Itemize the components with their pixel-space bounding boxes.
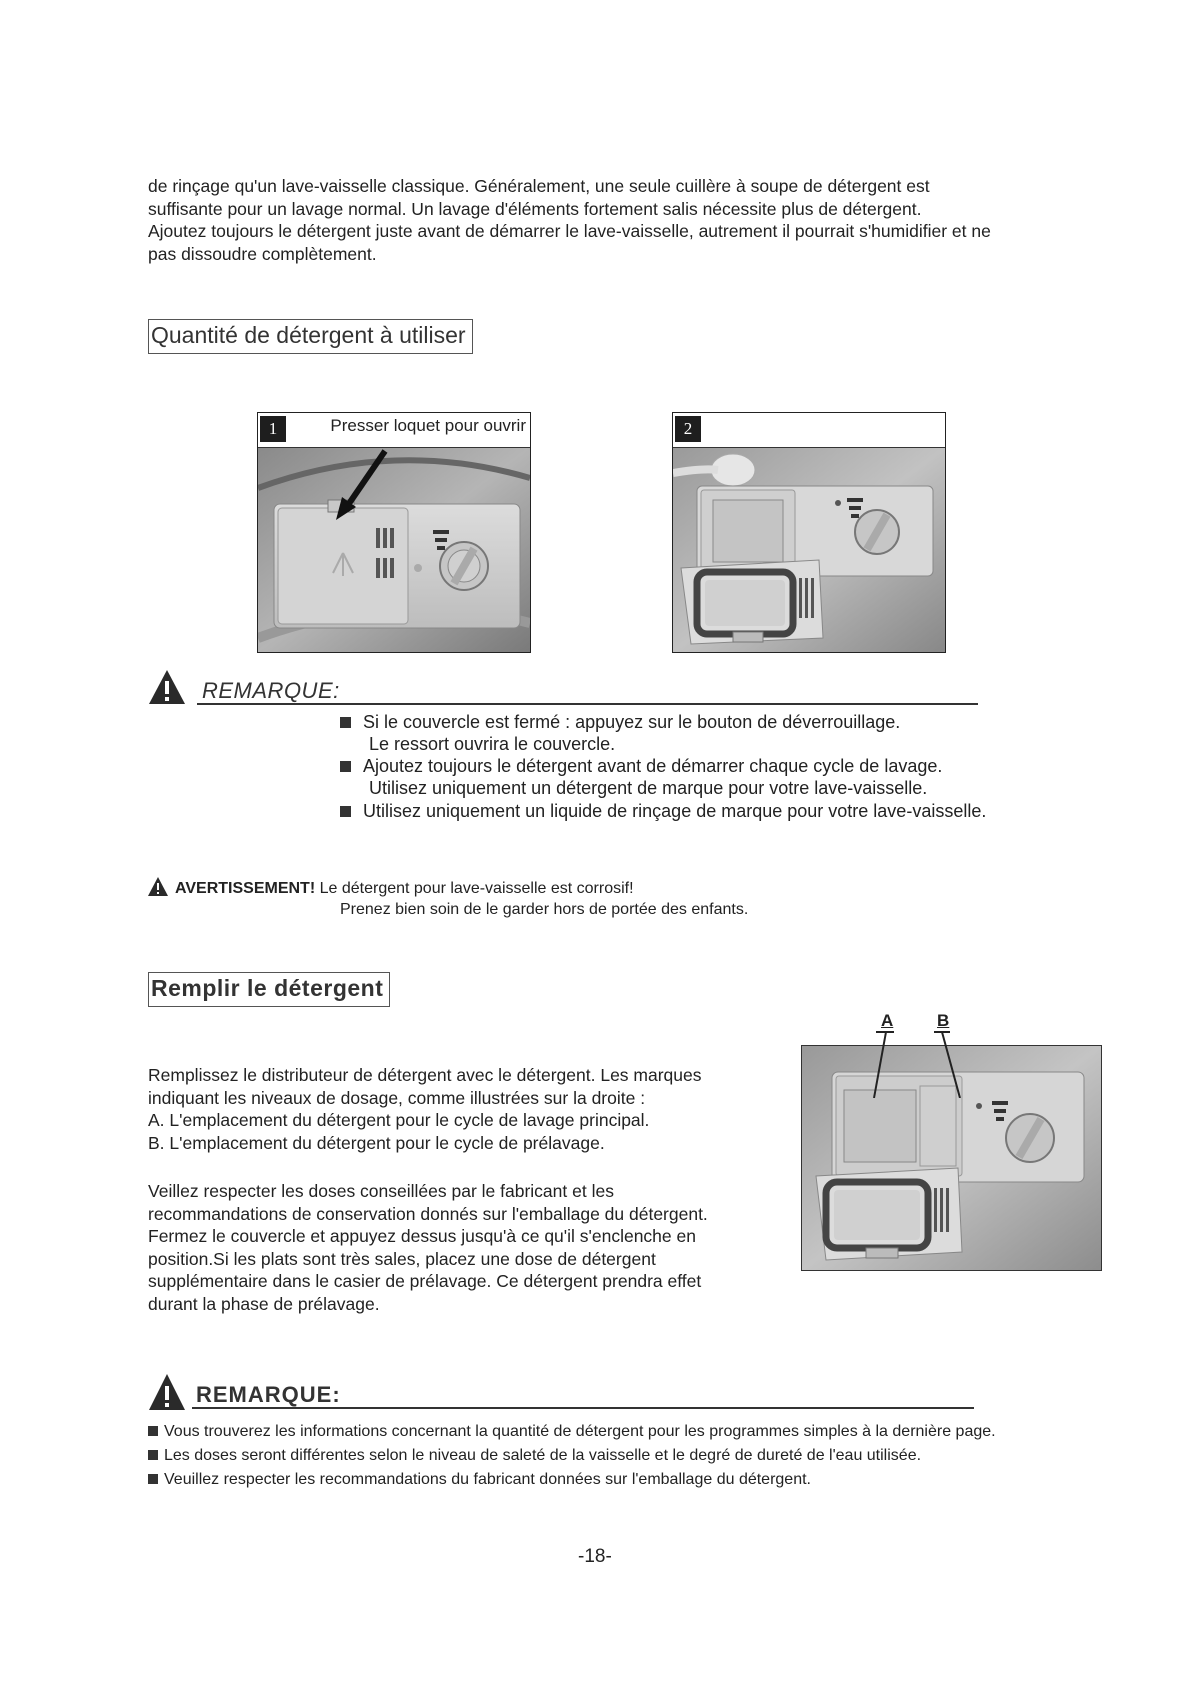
fill-line: B. L'emplacement du détergent pour le cycle de prélavage. — [148, 1132, 605, 1153]
remark-1-item-1-cont: Le ressort ouvrira le couvercle. — [369, 734, 616, 754]
figure-3-label-b: B — [937, 1011, 950, 1030]
fill-line: durant la phase de prélavage. — [148, 1293, 380, 1314]
warning-line-2: Prenez bien soin de le garder hors de portée des enfants. — [340, 901, 749, 918]
dispenser-open-illustration — [673, 448, 945, 652]
figure-2-number: 2 — [675, 416, 701, 442]
figure-3-label-a: A — [881, 1011, 894, 1030]
fill-line: position.Si les plats sont très sales, placez une dose de détergent — [148, 1248, 656, 1269]
remark-1-item-1 — [340, 711, 900, 733]
remark-1-rule — [197, 703, 978, 705]
remark-2-item-3 — [148, 1469, 811, 1490]
warning-line-1 — [175, 878, 634, 899]
fill-line: Veillez respecter les doses conseillées par le fabricant et les — [148, 1181, 614, 1201]
remark-2-item-3-text: Veuillez respecter les recommandations du fabricant données sur l'emballage du détergent. — [164, 1471, 811, 1488]
bullet-square-icon — [148, 1450, 158, 1460]
remark-2-item-1-text: Vous trouverez les informations concernant la quantité de détergent pour les programmes simples à la dernière page. — [164, 1423, 996, 1440]
fill-line: indiquant les niveaux de dosage, comme illustrées sur la droite : — [148, 1087, 646, 1108]
remark-1-title: REMARQUE: — [202, 678, 340, 703]
bullet-square-icon — [148, 1474, 158, 1484]
bullet-square-icon — [340, 806, 351, 817]
remark-1-item-2-cont: Utilisez uniquement un détergent de marque pour votre lave-vaisselle. — [369, 778, 928, 798]
remark-1-item-2-line1: Ajoutez toujours le détergent avant de démarrer chaque cycle de lavage. — [363, 756, 943, 776]
fill-paragraph-1 — [148, 1064, 702, 1154]
figure-2-photo — [673, 448, 945, 652]
section-heading-quantity: Quantité de détergent à utiliser — [148, 319, 473, 354]
remark-1-item-2 — [340, 755, 942, 777]
remark-2-item-2 — [148, 1445, 921, 1466]
section-heading-fill: Remplir le détergent — [148, 972, 390, 1007]
intro-line: de rinçage qu'un lave-vaisselle classique. Généralement, une seule cuillère à soupe de détergent est — [148, 176, 930, 196]
fill-line: Fermez le couvercle et appuyez dessus jusqu'à ce qu'il s'enclenche en — [148, 1226, 696, 1246]
bullet-square-icon — [340, 717, 351, 728]
fill-line: supplémentaire dans le casier de prélavage. Ce détergent prendra effet — [148, 1271, 702, 1291]
remark-2-item-1 — [148, 1421, 996, 1442]
intro-paragraph — [148, 175, 991, 265]
warning-triangle-icon — [148, 669, 186, 705]
fill-line: Remplissez le distributeur de détergent avec le détergent. Les marques — [148, 1065, 702, 1085]
fill-paragraph-2 — [148, 1180, 708, 1315]
figure-1-number: 1 — [260, 416, 286, 442]
warning-text-1: Le détergent pour lave-vaisselle est corrosif! — [319, 880, 634, 897]
bullet-square-icon — [340, 761, 351, 772]
figure-1-caption: Presser loquet pour ouvrir — [330, 416, 526, 435]
page-number: -18- — [578, 1546, 612, 1567]
latch-arrow-icon — [258, 413, 530, 617]
figure-2 — [672, 412, 946, 653]
remark-1-item-3-line1: Utilisez uniquement un liquide de rinçage de marque pour votre lave-vaisselle. — [363, 801, 987, 821]
bullet-square-icon — [148, 1426, 158, 1436]
warning-small-icon — [148, 877, 168, 896]
intro-line: Ajoutez toujours le détergent juste avant de démarrer le lave-vaisselle, autrement il pourrait s'humidifier et ne — [148, 221, 991, 241]
warning-label: AVERTISSEMENT! — [175, 880, 316, 897]
remark-2-rule — [192, 1407, 974, 1409]
fill-line: A. L'emplacement du détergent pour le cycle de lavage principal. — [148, 1110, 650, 1130]
remark-1-item-3 — [340, 800, 986, 822]
remark-2-item-2-text: Les doses seront différentes selon le niveau de saleté de la vaisselle et le degré de dureté de l'eau utilisée. — [164, 1447, 922, 1464]
remark-2-title: REMARQUE: — [196, 1382, 341, 1407]
fill-line: recommandations de conservation donnés sur l'emballage du détergent. — [148, 1203, 708, 1224]
warning-triangle-icon — [148, 1373, 186, 1411]
callout-lines — [860, 1028, 980, 1098]
figure-2-header — [673, 413, 945, 448]
figure-1 — [257, 412, 531, 653]
figure-1-photo — [258, 448, 530, 652]
remark-1-item-1-line1: Si le couvercle est fermé : appuyez sur le bouton de déverrouillage. — [363, 712, 901, 732]
intro-line: pas dissoudre complètement. — [148, 243, 377, 264]
intro-line: suffisante pour un lavage normal. Un lavage d'éléments fortement salis nécessite plus de détergent. — [148, 198, 922, 219]
